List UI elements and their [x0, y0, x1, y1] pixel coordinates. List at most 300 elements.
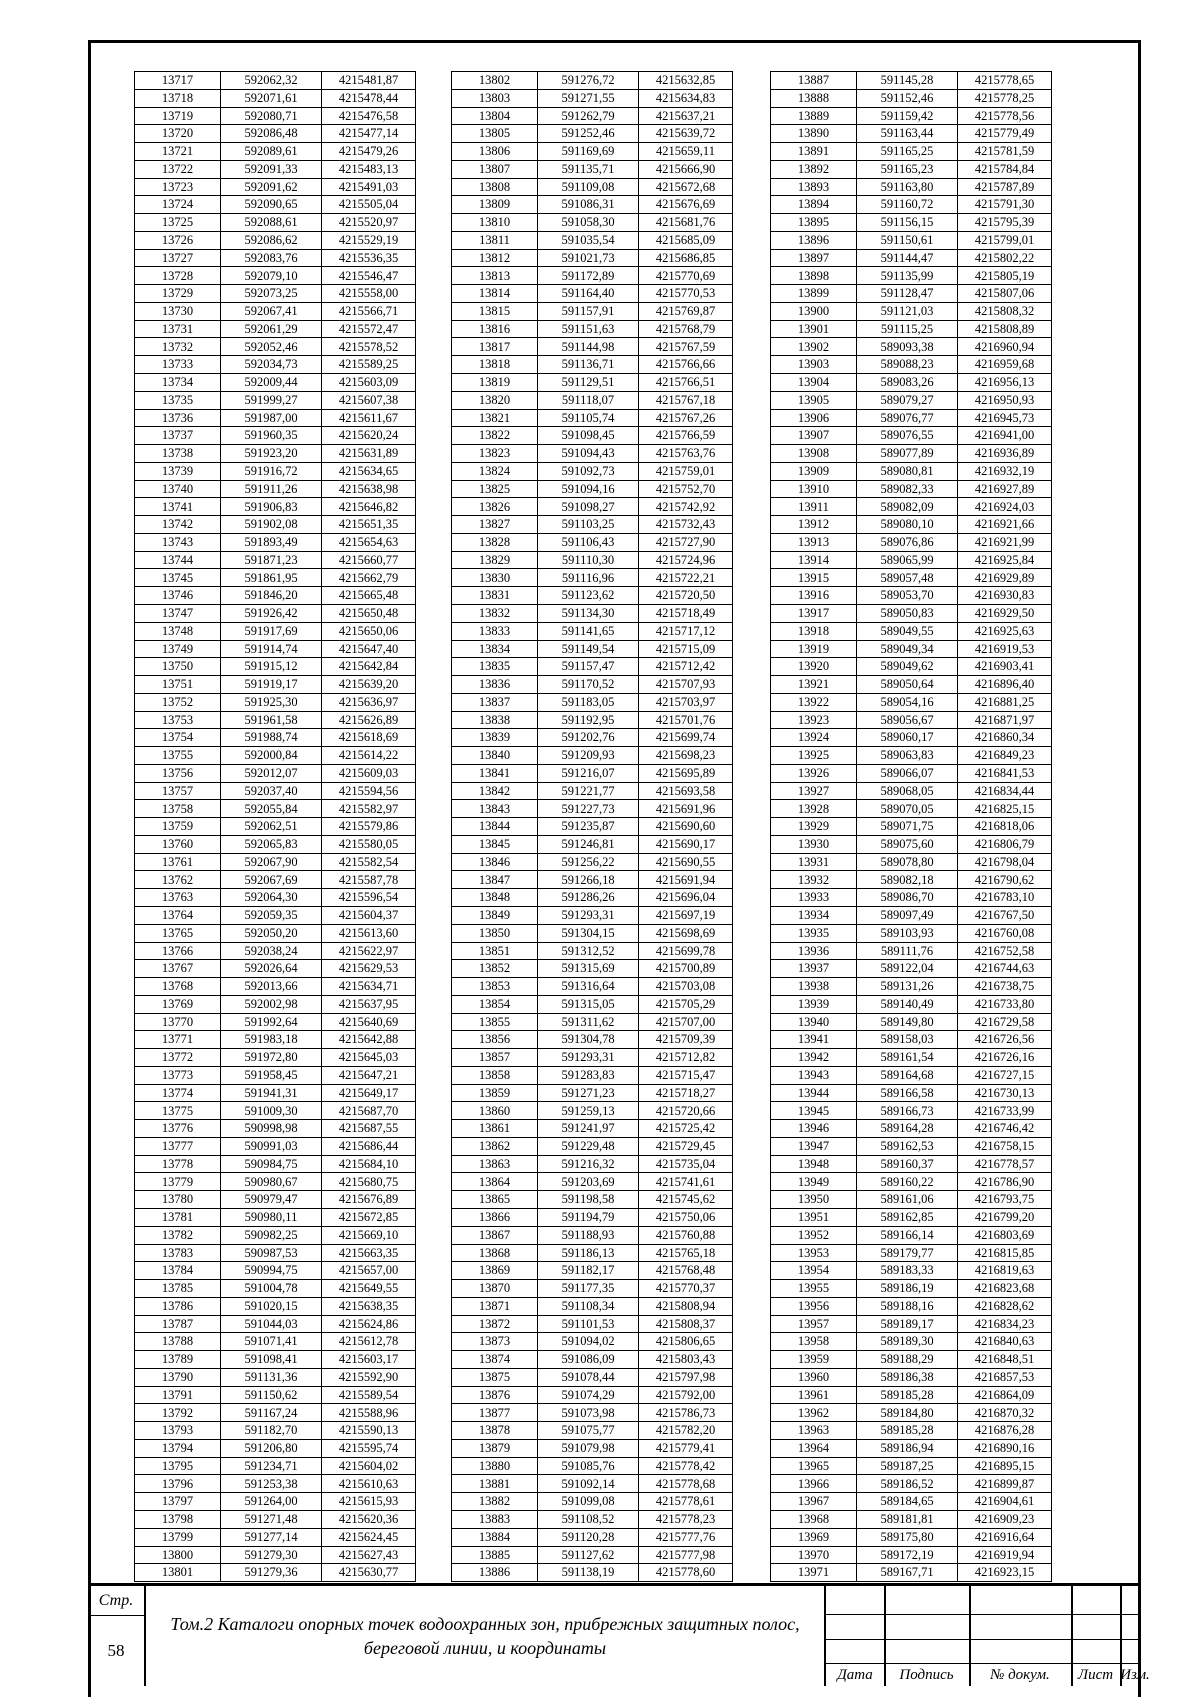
x-coordinate-cell: 591183,05 — [538, 693, 639, 711]
y-coordinate-cell: 4216841,53 — [958, 764, 1052, 782]
point-number-cell: 13778 — [135, 1155, 221, 1173]
point-number-cell: 13933 — [771, 889, 857, 907]
y-coordinate-cell: 4215750,06 — [639, 1209, 733, 1227]
table-row — [452, 1155, 733, 1173]
point-number-cell: 13863 — [452, 1155, 538, 1173]
point-number-cell: 13958 — [771, 1333, 857, 1351]
y-coordinate-cell: 4215767,26 — [639, 409, 733, 427]
y-coordinate-cell: 4216870,32 — [958, 1404, 1052, 1422]
table-row — [135, 1422, 416, 1440]
y-coordinate-cell: 4215729,45 — [639, 1137, 733, 1155]
x-coordinate-cell: 591871,23 — [221, 551, 322, 569]
table-row — [771, 569, 1052, 587]
point-number-cell: 13865 — [452, 1191, 538, 1209]
table-row — [452, 338, 733, 356]
x-coordinate-cell: 592067,41 — [221, 302, 322, 320]
y-coordinate-cell: 4215634,83 — [639, 89, 733, 107]
point-number-cell: 13872 — [452, 1315, 538, 1333]
table-row — [771, 285, 1052, 303]
point-number-cell: 13962 — [771, 1404, 857, 1422]
point-number-cell: 13940 — [771, 1013, 857, 1031]
point-number-cell: 13757 — [135, 782, 221, 800]
x-coordinate-cell: 589076,55 — [857, 427, 958, 445]
x-coordinate-cell: 592064,30 — [221, 889, 322, 907]
point-number-cell: 13843 — [452, 800, 538, 818]
point-number-cell: 13732 — [135, 338, 221, 356]
y-coordinate-cell: 4216923,15 — [958, 1564, 1052, 1582]
point-number-cell: 13879 — [452, 1439, 538, 1457]
x-coordinate-cell: 591127,62 — [538, 1546, 639, 1564]
point-number-cell: 13862 — [452, 1137, 538, 1155]
point-number-cell: 13805 — [452, 125, 538, 143]
table-row — [135, 1404, 416, 1422]
point-number-cell: 13876 — [452, 1386, 538, 1404]
y-coordinate-cell: 4216925,63 — [958, 622, 1052, 640]
x-coordinate-cell: 591262,79 — [538, 107, 639, 125]
y-coordinate-cell: 4215589,25 — [322, 356, 416, 374]
table-row — [452, 1333, 733, 1351]
x-coordinate-cell: 591312,52 — [538, 942, 639, 960]
y-coordinate-cell: 4215615,93 — [322, 1493, 416, 1511]
x-coordinate-cell: 591846,20 — [221, 587, 322, 605]
point-number-cell: 13784 — [135, 1262, 221, 1280]
y-coordinate-cell: 4215640,69 — [322, 1013, 416, 1031]
table-row — [452, 89, 733, 107]
point-number-cell: 13789 — [135, 1351, 221, 1369]
y-coordinate-cell: 4215770,53 — [639, 285, 733, 303]
y-coordinate-cell: 4216803,69 — [958, 1226, 1052, 1244]
point-number-cell: 13718 — [135, 89, 221, 107]
y-coordinate-cell: 4215691,96 — [639, 800, 733, 818]
x-coordinate-cell: 591216,07 — [538, 764, 639, 782]
x-coordinate-cell: 589183,33 — [857, 1262, 958, 1280]
x-coordinate-cell: 591293,31 — [538, 906, 639, 924]
point-number-cell: 13897 — [771, 249, 857, 267]
point-number-cell: 13856 — [452, 1031, 538, 1049]
x-coordinate-cell: 591098,27 — [538, 498, 639, 516]
point-number-cell: 13846 — [452, 853, 538, 871]
table-row — [452, 1546, 733, 1564]
table-row — [452, 72, 733, 90]
point-number-cell: 13734 — [135, 374, 221, 392]
point-number-cell: 13902 — [771, 338, 857, 356]
point-number-cell: 13928 — [771, 800, 857, 818]
point-number-cell: 13824 — [452, 462, 538, 480]
y-coordinate-cell: 4215705,29 — [639, 995, 733, 1013]
x-coordinate-cell: 591156,15 — [857, 214, 958, 232]
y-coordinate-cell: 4216936,89 — [958, 445, 1052, 463]
point-number-cell: 13956 — [771, 1297, 857, 1315]
table-row — [452, 782, 733, 800]
x-coordinate-cell: 591316,64 — [538, 978, 639, 996]
table-row — [135, 1120, 416, 1138]
y-coordinate-cell: 4215725,42 — [639, 1120, 733, 1138]
point-number-cell: 13941 — [771, 1031, 857, 1049]
table-row — [452, 1084, 733, 1102]
table-row — [452, 1297, 733, 1315]
y-coordinate-cell: 4216840,63 — [958, 1333, 1052, 1351]
table-row — [135, 1333, 416, 1351]
table-row — [135, 302, 416, 320]
y-coordinate-cell: 4215657,00 — [322, 1262, 416, 1280]
x-coordinate-cell: 590979,47 — [221, 1191, 322, 1209]
x-coordinate-cell: 590982,25 — [221, 1226, 322, 1244]
y-coordinate-cell: 4216828,62 — [958, 1297, 1052, 1315]
point-number-cell: 13828 — [452, 533, 538, 551]
point-number-cell: 13869 — [452, 1262, 538, 1280]
y-coordinate-cell: 4215792,00 — [639, 1386, 733, 1404]
x-coordinate-cell: 592055,84 — [221, 800, 322, 818]
y-coordinate-cell: 4216818,06 — [958, 818, 1052, 836]
x-coordinate-cell: 591958,45 — [221, 1066, 322, 1084]
table-row — [452, 1226, 733, 1244]
x-coordinate-cell: 591902,08 — [221, 516, 322, 534]
x-coordinate-cell: 591103,25 — [538, 516, 639, 534]
y-coordinate-cell: 4215590,13 — [322, 1422, 416, 1440]
point-number-cell: 13729 — [135, 285, 221, 303]
table-row — [771, 1368, 1052, 1386]
y-coordinate-cell: 4215618,69 — [322, 729, 416, 747]
table-row — [452, 764, 733, 782]
point-number-cell: 13909 — [771, 462, 857, 480]
table-row — [452, 1493, 733, 1511]
point-number-cell: 13963 — [771, 1422, 857, 1440]
table-row — [452, 1066, 733, 1084]
x-coordinate-cell: 589160,37 — [857, 1155, 958, 1173]
x-coordinate-cell: 591004,78 — [221, 1280, 322, 1298]
x-coordinate-cell: 589080,81 — [857, 462, 958, 480]
table-row — [452, 462, 733, 480]
x-coordinate-cell: 591925,30 — [221, 693, 322, 711]
x-coordinate-cell: 589049,55 — [857, 622, 958, 640]
x-coordinate-cell: 589122,04 — [857, 960, 958, 978]
table-row — [771, 249, 1052, 267]
y-coordinate-cell: 4215700,89 — [639, 960, 733, 978]
y-coordinate-cell: 4215611,67 — [322, 409, 416, 427]
y-coordinate-cell: 4216738,75 — [958, 978, 1052, 996]
point-number-cell: 13744 — [135, 551, 221, 569]
point-number-cell: 13825 — [452, 480, 538, 498]
y-coordinate-cell: 4215681,76 — [639, 214, 733, 232]
table-row — [452, 1457, 733, 1475]
y-coordinate-cell: 4215676,69 — [639, 196, 733, 214]
y-coordinate-cell: 4215720,66 — [639, 1102, 733, 1120]
y-coordinate-cell: 4215779,49 — [958, 125, 1052, 143]
x-coordinate-cell: 591241,97 — [538, 1120, 639, 1138]
table-row — [771, 72, 1052, 90]
x-coordinate-cell: 589049,62 — [857, 658, 958, 676]
x-coordinate-cell: 591009,30 — [221, 1102, 322, 1120]
table-row — [135, 1102, 416, 1120]
x-coordinate-cell: 592062,51 — [221, 818, 322, 836]
x-coordinate-cell: 591079,98 — [538, 1439, 639, 1457]
y-coordinate-cell: 4215647,21 — [322, 1066, 416, 1084]
point-number-cell: 13743 — [135, 533, 221, 551]
y-coordinate-cell: 4215631,89 — [322, 445, 416, 463]
y-coordinate-cell: 4216919,53 — [958, 640, 1052, 658]
y-coordinate-cell: 4215722,21 — [639, 569, 733, 587]
table-row — [452, 747, 733, 765]
table-row — [452, 587, 733, 605]
y-coordinate-cell: 4216881,25 — [958, 693, 1052, 711]
table-row — [452, 800, 733, 818]
x-coordinate-cell: 591256,22 — [538, 853, 639, 871]
y-coordinate-cell: 4215778,42 — [639, 1457, 733, 1475]
table-row — [135, 1262, 416, 1280]
table-row — [452, 871, 733, 889]
y-coordinate-cell: 4215660,77 — [322, 551, 416, 569]
y-coordinate-cell: 4215698,23 — [639, 747, 733, 765]
y-coordinate-cell: 4215613,60 — [322, 924, 416, 942]
table-row — [771, 1333, 1052, 1351]
y-coordinate-cell: 4215808,37 — [639, 1315, 733, 1333]
point-number-cell: 13774 — [135, 1084, 221, 1102]
y-coordinate-cell: 4215637,21 — [639, 107, 733, 125]
table-row — [771, 1049, 1052, 1067]
y-coordinate-cell: 4216956,13 — [958, 374, 1052, 392]
x-coordinate-cell: 592002,98 — [221, 995, 322, 1013]
x-coordinate-cell: 589131,26 — [857, 978, 958, 996]
table-row — [771, 1280, 1052, 1298]
point-number-cell: 13791 — [135, 1386, 221, 1404]
point-number-cell: 13860 — [452, 1102, 538, 1120]
y-coordinate-cell: 4216899,87 — [958, 1475, 1052, 1493]
x-coordinate-cell: 592091,62 — [221, 178, 322, 196]
table-row — [771, 89, 1052, 107]
y-coordinate-cell: 4215642,88 — [322, 1031, 416, 1049]
x-coordinate-cell: 591960,35 — [221, 427, 322, 445]
table-row — [452, 1191, 733, 1209]
point-number-cell: 13927 — [771, 782, 857, 800]
y-coordinate-cell: 4216960,94 — [958, 338, 1052, 356]
x-coordinate-cell: 592062,32 — [221, 72, 322, 90]
x-coordinate-cell: 589065,99 — [857, 551, 958, 569]
point-number-cell: 13836 — [452, 676, 538, 694]
y-coordinate-cell: 4215637,95 — [322, 995, 416, 1013]
x-coordinate-cell: 591159,42 — [857, 107, 958, 125]
x-coordinate-cell: 589140,49 — [857, 995, 958, 1013]
point-number-cell: 13877 — [452, 1404, 538, 1422]
point-number-cell: 13749 — [135, 640, 221, 658]
point-number-cell: 13959 — [771, 1351, 857, 1369]
x-coordinate-cell: 591926,42 — [221, 604, 322, 622]
x-coordinate-cell: 591911,26 — [221, 480, 322, 498]
y-coordinate-cell: 4215642,84 — [322, 658, 416, 676]
point-number-cell: 13724 — [135, 196, 221, 214]
table-row — [135, 267, 416, 285]
x-coordinate-cell: 591138,19 — [538, 1564, 639, 1582]
x-coordinate-cell: 589093,38 — [857, 338, 958, 356]
x-coordinate-cell: 589082,33 — [857, 480, 958, 498]
point-number-cell: 13903 — [771, 356, 857, 374]
column-change: Изм. — [1120, 1667, 1150, 1683]
point-number-cell: 13875 — [452, 1368, 538, 1386]
x-coordinate-cell: 591194,79 — [538, 1209, 639, 1227]
y-coordinate-cell: 4215672,68 — [639, 178, 733, 196]
x-coordinate-cell: 591923,20 — [221, 445, 322, 463]
point-number-cell: 13904 — [771, 374, 857, 392]
table-row — [135, 747, 416, 765]
x-coordinate-cell: 590994,75 — [221, 1262, 322, 1280]
y-coordinate-cell: 4215612,78 — [322, 1333, 416, 1351]
point-number-cell: 13889 — [771, 107, 857, 125]
x-coordinate-cell: 591893,49 — [221, 533, 322, 551]
table-row — [771, 889, 1052, 907]
table-row — [135, 214, 416, 232]
y-coordinate-cell: 4215690,60 — [639, 818, 733, 836]
y-coordinate-cell: 4215663,35 — [322, 1244, 416, 1262]
y-coordinate-cell: 4215634,71 — [322, 978, 416, 996]
point-number-cell: 13758 — [135, 800, 221, 818]
x-coordinate-cell: 589088,23 — [857, 356, 958, 374]
point-number-cell: 13787 — [135, 1315, 221, 1333]
table-row — [135, 143, 416, 161]
x-coordinate-cell: 589097,49 — [857, 906, 958, 924]
x-coordinate-cell: 591271,55 — [538, 89, 639, 107]
point-number-cell: 13797 — [135, 1493, 221, 1511]
x-coordinate-cell: 591266,18 — [538, 871, 639, 889]
x-coordinate-cell: 591917,69 — [221, 622, 322, 640]
point-number-cell: 13811 — [452, 231, 538, 249]
x-coordinate-cell: 589083,26 — [857, 374, 958, 392]
y-coordinate-cell: 4216815,85 — [958, 1244, 1052, 1262]
x-coordinate-cell: 591165,25 — [857, 143, 958, 161]
point-number-cell: 13892 — [771, 160, 857, 178]
y-coordinate-cell: 4216945,73 — [958, 409, 1052, 427]
point-number-cell: 13777 — [135, 1137, 221, 1155]
y-coordinate-cell: 4216849,23 — [958, 747, 1052, 765]
y-coordinate-cell: 4215766,66 — [639, 356, 733, 374]
x-coordinate-cell: 591149,54 — [538, 640, 639, 658]
table-row — [452, 853, 733, 871]
table-row — [452, 640, 733, 658]
point-number-cell: 13810 — [452, 214, 538, 232]
x-coordinate-cell: 591092,14 — [538, 1475, 639, 1493]
x-coordinate-cell: 591073,98 — [538, 1404, 639, 1422]
point-number-cell: 13871 — [452, 1297, 538, 1315]
point-number-cell: 13942 — [771, 1049, 857, 1067]
point-number-cell: 13813 — [452, 267, 538, 285]
y-coordinate-cell: 4215662,79 — [322, 569, 416, 587]
point-number-cell: 13955 — [771, 1280, 857, 1298]
x-coordinate-cell: 591094,02 — [538, 1333, 639, 1351]
x-coordinate-cell: 591110,30 — [538, 551, 639, 569]
table-row — [771, 1351, 1052, 1369]
x-coordinate-cell: 591177,35 — [538, 1280, 639, 1298]
x-coordinate-cell: 591182,17 — [538, 1262, 639, 1280]
y-coordinate-cell: 4216857,53 — [958, 1368, 1052, 1386]
x-coordinate-cell: 591972,80 — [221, 1049, 322, 1067]
y-coordinate-cell: 4216798,04 — [958, 853, 1052, 871]
table-body — [135, 72, 416, 1582]
x-coordinate-cell: 591229,48 — [538, 1137, 639, 1155]
point-number-cell: 13923 — [771, 711, 857, 729]
point-number-cell: 13906 — [771, 409, 857, 427]
y-coordinate-cell: 4215712,82 — [639, 1049, 733, 1067]
y-coordinate-cell: 4215760,88 — [639, 1226, 733, 1244]
x-coordinate-cell: 592083,76 — [221, 249, 322, 267]
revision-grid — [826, 1586, 1150, 1686]
table-row — [452, 1013, 733, 1031]
x-coordinate-cell: 590987,53 — [221, 1244, 322, 1262]
point-number-cell: 13768 — [135, 978, 221, 996]
y-coordinate-cell: 4216871,97 — [958, 711, 1052, 729]
y-coordinate-cell: 4216729,58 — [958, 1013, 1052, 1031]
table-row — [771, 1511, 1052, 1529]
table-row — [135, 374, 416, 392]
table-row — [135, 818, 416, 836]
table-row — [135, 1368, 416, 1386]
table-row — [452, 1404, 733, 1422]
x-coordinate-cell: 589076,86 — [857, 533, 958, 551]
x-coordinate-cell: 589189,17 — [857, 1315, 958, 1333]
point-number-cell: 13943 — [771, 1066, 857, 1084]
x-coordinate-cell: 591044,03 — [221, 1315, 322, 1333]
y-coordinate-cell: 4216909,23 — [958, 1511, 1052, 1529]
table-row — [452, 1351, 733, 1369]
table-row — [771, 1137, 1052, 1155]
x-coordinate-cell: 592009,44 — [221, 374, 322, 392]
table-row — [452, 302, 733, 320]
point-number-cell: 13794 — [135, 1439, 221, 1457]
table-row — [452, 711, 733, 729]
y-coordinate-cell: 4216806,79 — [958, 835, 1052, 853]
table-row — [135, 320, 416, 338]
table-row — [452, 658, 733, 676]
point-number-cell: 13844 — [452, 818, 538, 836]
x-coordinate-cell: 592000,84 — [221, 747, 322, 765]
y-coordinate-cell: 4215717,12 — [639, 622, 733, 640]
y-coordinate-cell: 4215654,63 — [322, 533, 416, 551]
point-number-cell: 13821 — [452, 409, 538, 427]
point-number-cell: 13890 — [771, 125, 857, 143]
table-row — [135, 1280, 416, 1298]
table-row — [771, 1120, 1052, 1138]
point-number-cell: 13785 — [135, 1280, 221, 1298]
y-coordinate-cell: 4216890,16 — [958, 1439, 1052, 1457]
y-coordinate-cell: 4215687,55 — [322, 1120, 416, 1138]
y-coordinate-cell: 4215699,78 — [639, 942, 733, 960]
point-number-cell: 13914 — [771, 551, 857, 569]
point-number-cell: 13946 — [771, 1120, 857, 1138]
y-coordinate-cell: 4215778,60 — [639, 1564, 733, 1582]
point-number-cell: 13874 — [452, 1351, 538, 1369]
table-row — [771, 160, 1052, 178]
x-coordinate-cell: 591120,28 — [538, 1528, 639, 1546]
x-coordinate-cell: 592080,71 — [221, 107, 322, 125]
point-number-cell: 13893 — [771, 178, 857, 196]
table-row — [771, 1031, 1052, 1049]
table-row — [135, 764, 416, 782]
table-row — [135, 889, 416, 907]
point-number-cell: 13936 — [771, 942, 857, 960]
x-coordinate-cell: 592061,29 — [221, 320, 322, 338]
table-row — [771, 835, 1052, 853]
y-coordinate-cell: 4215589,54 — [322, 1386, 416, 1404]
y-coordinate-cell: 4215582,97 — [322, 800, 416, 818]
y-coordinate-cell: 4215646,82 — [322, 498, 416, 516]
y-coordinate-cell: 4215596,54 — [322, 889, 416, 907]
x-coordinate-cell: 589162,53 — [857, 1137, 958, 1155]
table-row — [771, 1386, 1052, 1404]
table-row — [771, 178, 1052, 196]
x-coordinate-cell: 592079,10 — [221, 267, 322, 285]
table-row — [135, 178, 416, 196]
point-number-cell: 13870 — [452, 1280, 538, 1298]
point-number-cell: 13922 — [771, 693, 857, 711]
x-coordinate-cell: 592037,40 — [221, 782, 322, 800]
point-number-cell: 13775 — [135, 1102, 221, 1120]
